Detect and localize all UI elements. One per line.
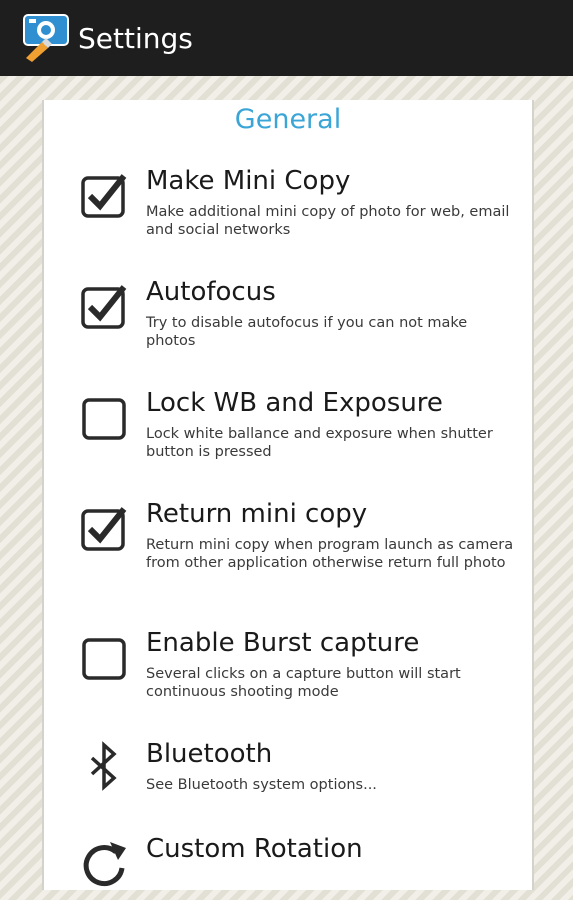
bluetooth-icon (80, 741, 130, 791)
setting-summary: Return mini copy when program launch as camera from other application otherwise return full photo (146, 537, 514, 572)
setting-summary: See Bluetooth system options... (146, 777, 377, 793)
setting-title: Custom Rotation (146, 834, 363, 864)
setting-summary: Lock white ballance and exposure when shutter button is pressed (146, 426, 493, 461)
background-strip (0, 876, 573, 900)
checkbox-unchecked-icon[interactable] (80, 392, 130, 442)
setting-title: Enable Burst capture (146, 628, 420, 658)
checkbox-checked-icon[interactable] (80, 503, 130, 553)
setting-title: Return mini copy (146, 499, 368, 529)
setting-title: Make Mini Copy (146, 166, 351, 196)
setting-summary: Make additional mini copy of photo for web, email and social networks (146, 204, 510, 239)
setting-summary: Try to disable autofocus if you can not make photos (146, 315, 468, 350)
setting-title: Autofocus (146, 277, 276, 307)
camera-app-icon[interactable] (20, 12, 72, 64)
settings-list (42, 100, 534, 890)
app-title: Settings (78, 22, 193, 55)
section-title-general: General (234, 104, 342, 135)
checkbox-checked-icon[interactable] (80, 281, 130, 331)
setting-summary: Several clicks on a capture button will start continuous shooting mode (146, 666, 461, 701)
checkbox-unchecked-icon[interactable] (80, 632, 130, 682)
checkbox-checked-icon[interactable] (80, 170, 130, 220)
setting-title: Bluetooth (146, 739, 273, 769)
setting-title: Lock WB and Exposure (146, 388, 443, 418)
action-bar (0, 0, 573, 76)
